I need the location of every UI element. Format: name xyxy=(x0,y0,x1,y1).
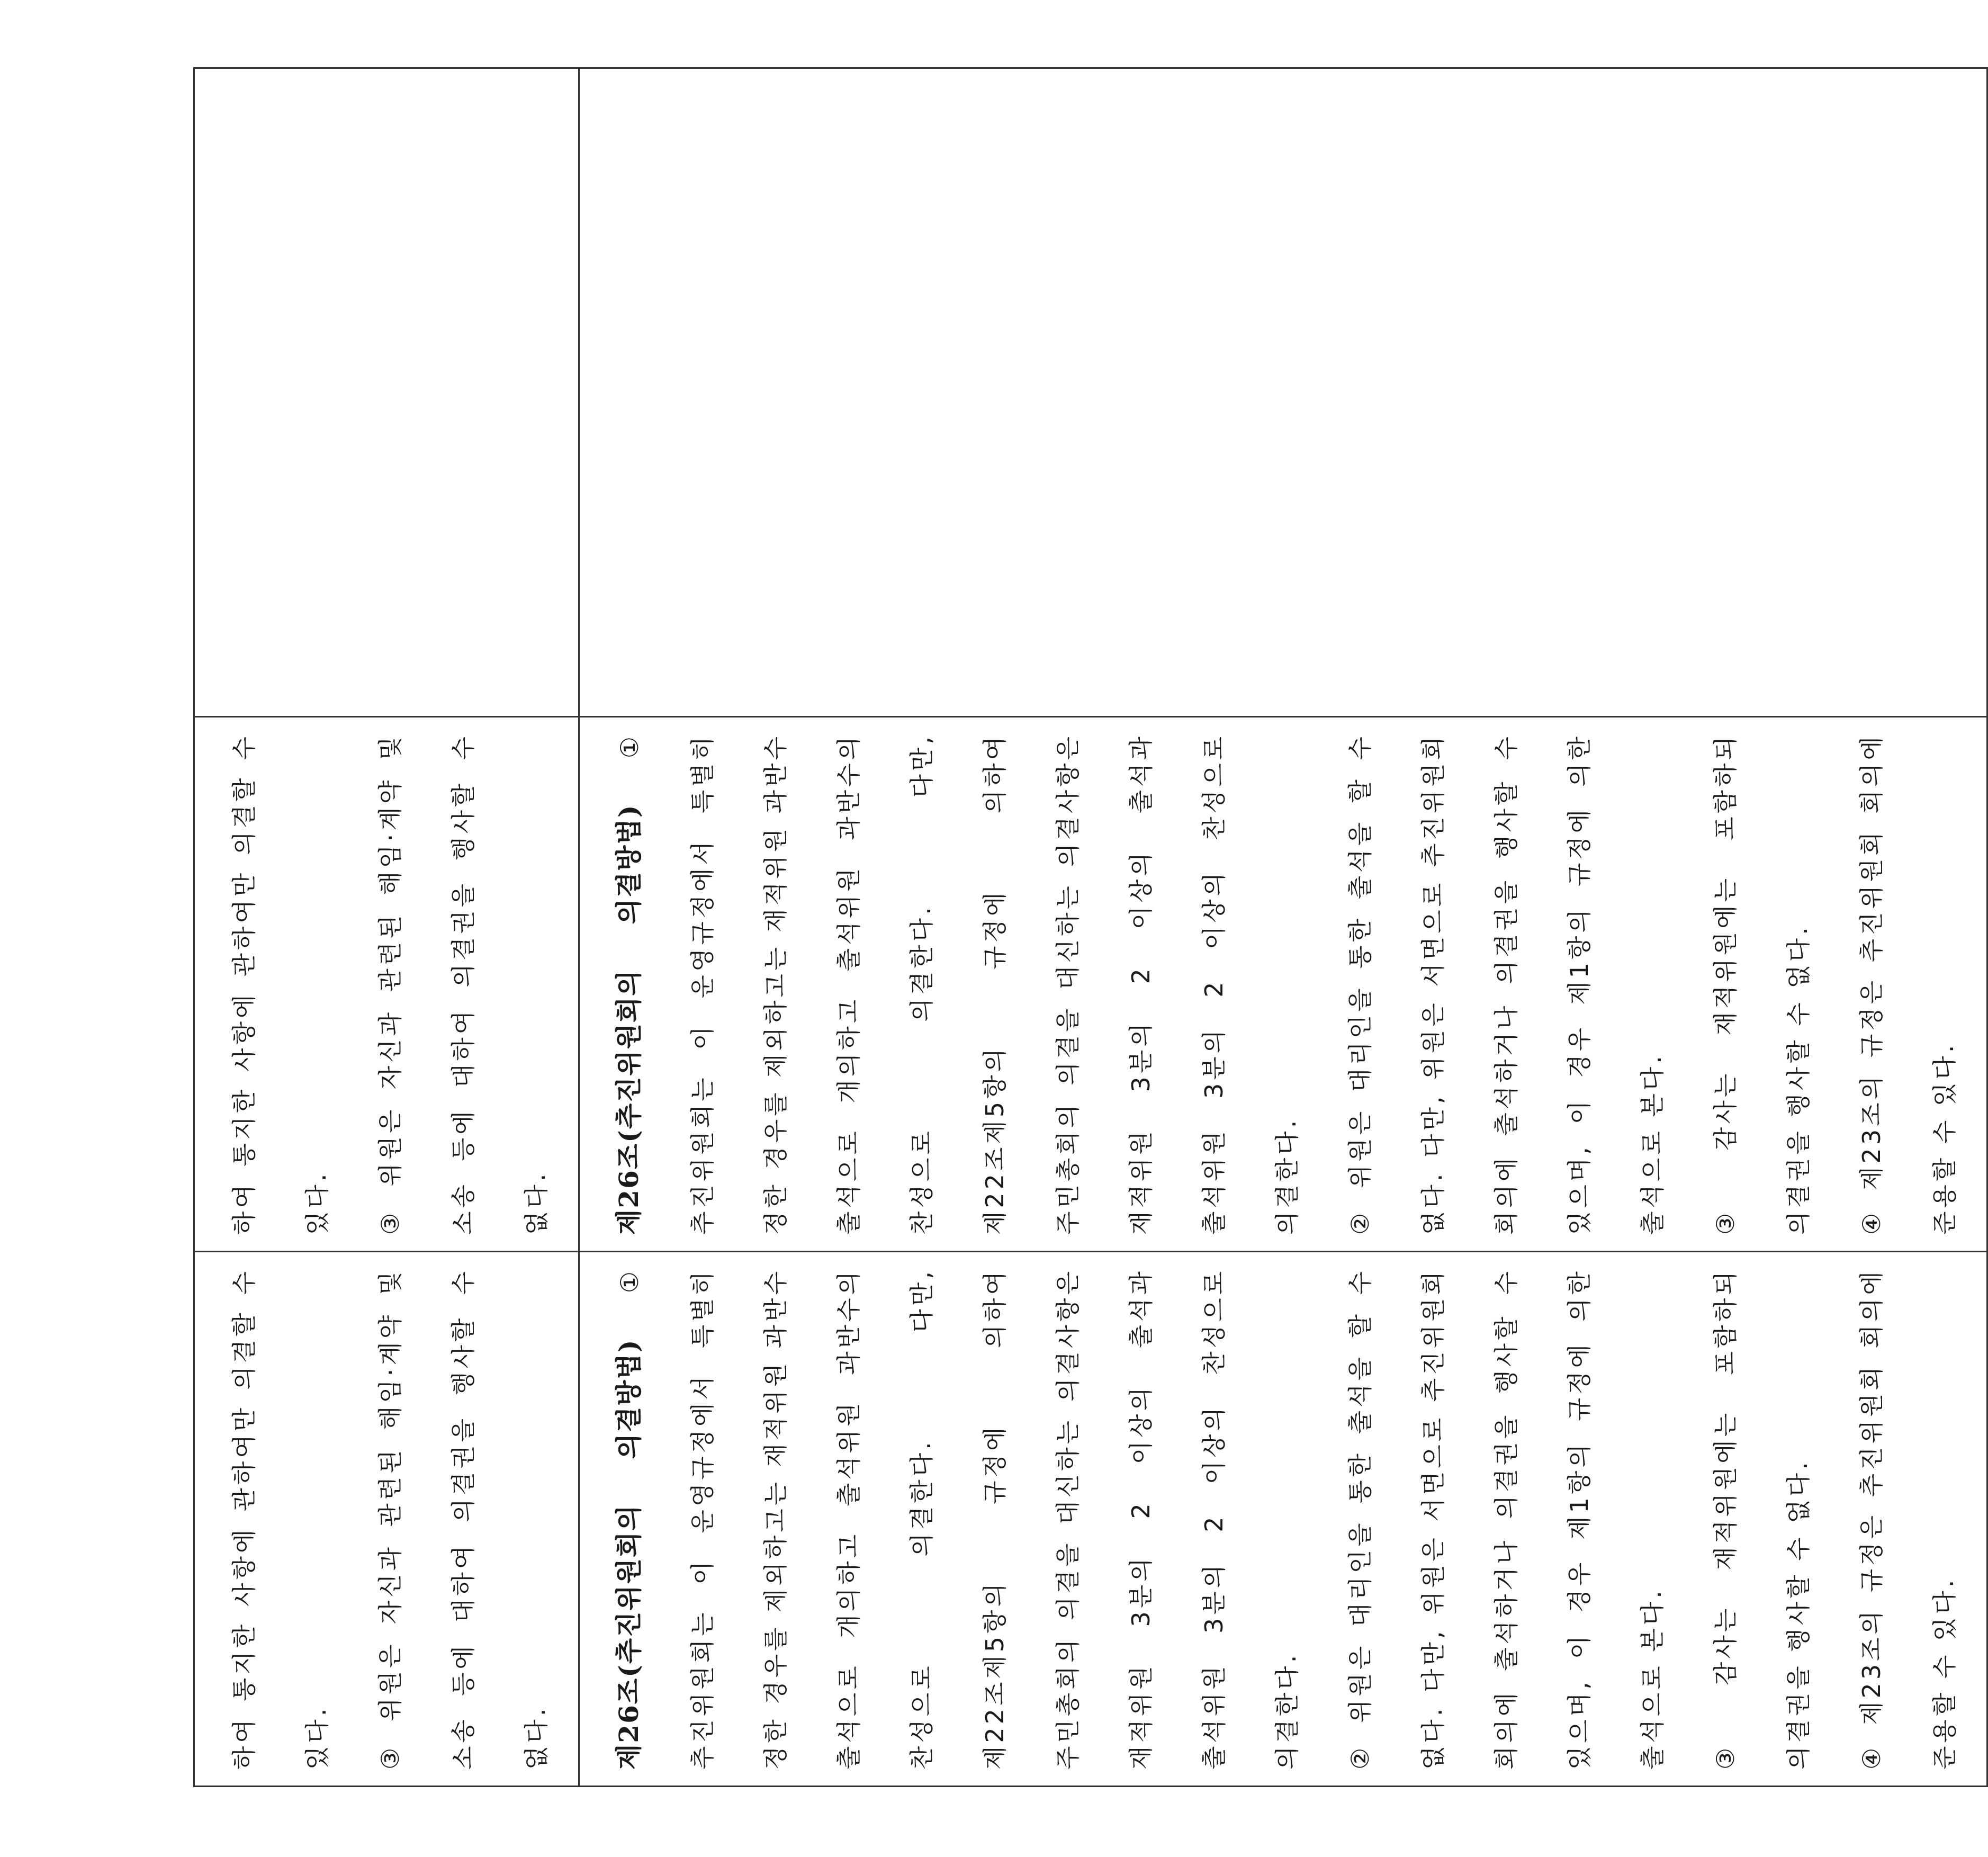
table-row-bottom xyxy=(579,68,1987,1787)
middle-top-paragraph-1: 하여 통지한 사항에 관하여만 의결할 수 있다. xyxy=(230,733,331,1235)
middle-article-paragraph-1 xyxy=(592,733,1324,1235)
left-article-paragraph-1 xyxy=(592,1268,1324,1770)
left-article-paragraph-2: ② 위원은 대리인을 통한 출석을 할 수 없다. 다만, 위원은 서면으로 추진위원회 회의에 출석하거나 의결권을 행사할 수 있으며, 이 경우 제1항의 규정에 의한 출석으로 본다. xyxy=(1346,1268,1667,1770)
middle-article-paragraph-3: ③ 감사는 재적위원에는 포함하되 의결권을 행사할 수 없다. xyxy=(1711,733,1813,1235)
middle-top-cell xyxy=(194,717,579,1252)
table-row-top xyxy=(194,68,579,1787)
middle-article-cell xyxy=(579,717,1987,1252)
middle-article-title: 제26조(추진위원회의 의결방법) xyxy=(613,804,644,1235)
middle-article-paragraph-2: ② 위원은 대리인을 통한 출석을 할 수 없다. 다만, 위원은 서면으로 추진위원회 회의에 출석하거나 의결권을 행사할 수 있으며, 이 경우 제1항의 규정에 의한 출석으로 본다. xyxy=(1346,733,1667,1235)
rotated-comparison-table xyxy=(193,69,1959,1787)
right-article-cell xyxy=(579,68,1987,717)
left-article-paragraph-4: ④ 제23조의 규정은 추진위원회 회의에 준용할 수 있다. xyxy=(1857,1268,1959,1770)
right-top-cell xyxy=(194,68,579,717)
left-top-paragraph-1: 하여 통지한 사항에 관하여만 의결할 수 있다. xyxy=(230,1268,331,1770)
left-article-cell xyxy=(579,1252,1987,1787)
left-article-paragraph-3: ③ 감사는 재적위원에는 포함하되 의결권을 행사할 수 없다. xyxy=(1711,1268,1813,1770)
middle-article-paragraph-4: ④ 제23조의 규정은 추진위원회 회의에 준용할 수 있다. xyxy=(1857,733,1959,1235)
left-top-paragraph-2: ③ 위원은 자신과 관련된 해임·계약 및 소송 등에 대하여 의결권을 행사할 수 없다. xyxy=(376,1268,551,1770)
left-article-clause-1: ① 추진위원회는 이 운영규정에서 특별히 정한 경우를 제외하고는 재적위원 과반수 출석으로 개의하고 출석위원 과반수의 찬성으로 의결한다. 다만, 제22조제5항의 규정에 의하여 주민총회의 의결을 대신하는 의결사항은 재적위원 3분의 2 이상의 출석과 출석위원 3분의 2 이상의 찬성으로 의결한다. xyxy=(615,1268,1301,1770)
left-article-title: 제26조(추진위원회의 의결방법) xyxy=(613,1339,644,1770)
left-top-cell xyxy=(194,1252,579,1787)
middle-top-paragraph-2: ③ 위원은 자신과 관련된 해임·계약 및 소송 등에 대하여 의결권을 행사할 수 없다. xyxy=(376,733,551,1235)
comparison-table xyxy=(193,67,1988,1787)
middle-article-clause-1: ① 추진위원회는 이 운영규정에서 특별히 정한 경우를 제외하고는 재적위원 과반수 출석으로 개의하고 출석위원 과반수의 찬성으로 의결한다. 다만, 제22조제5항의 규정에 의하여 주민총회의 의결을 대신하는 의결사항은 재적위원 3분의 2 이상의 출석과 출석위원 3분의 2 이상의 찬성으로 의결한다. xyxy=(615,733,1301,1235)
